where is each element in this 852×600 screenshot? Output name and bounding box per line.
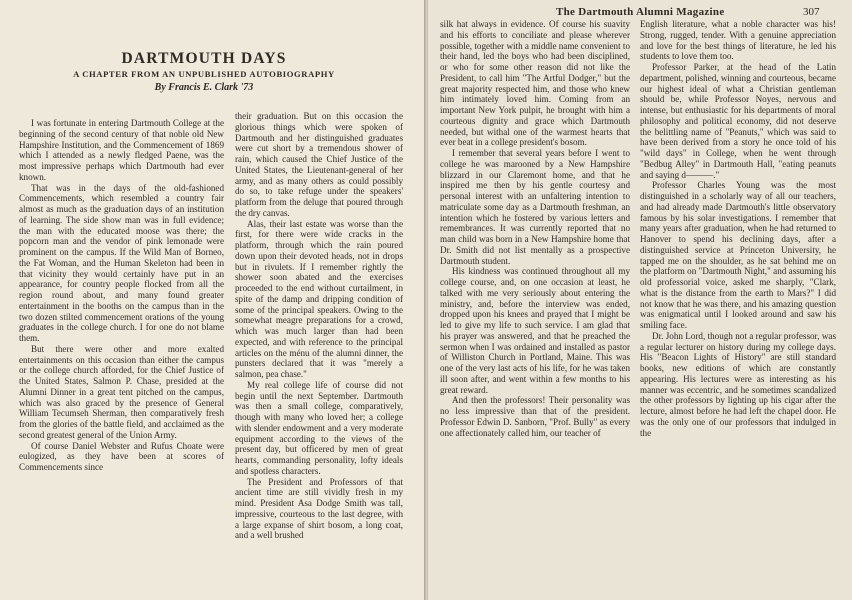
paragraph: I was fortunate in entering Dartmouth College at the beginning of the second century of that noble old New Hampshire Institution, and the Commencement of 1869 which I attended as a newly fledged Paene, was the most impressive perhaps which Dartmouth had ever known. [19, 118, 224, 182]
article-byline: By Francis E. Clark '73 [154, 82, 254, 93]
paragraph: My real college life of course did not begin until the next September. Dartmouth was then a small college, comparatively, though with many who loved her; a college with slender endowment and a very moderate equipment according to the views of the present day, but officered by men of great hearts, commanding personality, lofty ideals and spotless characters. [235, 379, 403, 476]
paragraph: But there were other and more exalted entertainments on this occasion than either the campus or the college church afforded, for the Chief Justice of the United States, Salmon P. Chase, presided at the Alumni Dinner in a great tent pitched on the campus, which was also graced by the presence of General William Tecumseh Sherman, then comparatively fresh from the glories of the battle field, and acclaimed as the second greatest general of the Union Army. [19, 343, 224, 440]
running-header: The Dartmouth Alumni Magazine [556, 6, 725, 18]
paragraph: Dr. John Lord, though not a regular professor, was a regular lecturer on history during my college days. His "Beacon Lights of History" are still standard books, new editions of which are constantly appearing. His lectures were as interesting as his manner was eccentric, and he sometimes scandalized the other professors by lighting up his cigar after the lecture, almost before he had left the chapel door. He was the only one of our professors that indulged in the [640, 330, 836, 438]
paragraph: I remember that several years before I went to college he was marooned by a New Hampshire blizzard in our Claremont home, and that he inspired me then by his gentle courtesy and personal interest with an unfaltering intention to matriculate some day as a Dartmouth freshman, an intention which he fostered by various letters and remembrances. It was currently reported that no man child was born in a New Hampshire home that Dr. Smith did not list mentally as a prospective Dartmouth student. [440, 148, 630, 266]
paragraph: The President and Professors of that ancient time are still vividly fresh in my mind. President Asa Dodge Smith was tall, impressive, courteous to the last degree, with a large expanse of shirt bosom, a long coat, and a well brushed [235, 476, 403, 541]
paragraph: Professor Charles Young was the most distinguished in a scholarly way of all our teachers, and had already made Dartmouth's little observatory famous by his solar investigations. I remember that many years after graduation, when he had returned to Hanover to spend his declining days, after a distinguished service at Princeton University, he tapped me on the shoulder, as he sat behind me on the platform on "Dartmouth Night," and assuming his old professorial voice, asked me sharply, "Clark, what is the distance from the earth to Mars?" I did not know that he was there, and his amazing question was enigmatical until I looked around and saw his smiling face. [640, 180, 836, 330]
paragraph: Of course Daniel Webster and Rufus Choate were eulogized, as they have been at scores of Commencements since [19, 440, 224, 472]
paragraph: their graduation. But on this occasion the glorious things which were spoken of Dartmouth and her distinguished graduates were cut short by a tremendous shower of rain, which caused the Chief Justice of the United States, the Lieutenant-general of her army, and as many others as could possibly do so, to take refuge under the speakers' platform from the deluge that poured through the dry canvas. [235, 111, 403, 218]
paragraph: Alas, their last estate was worse than the first, for there were wide cracks in the platform, through which the rain poured down upon their devoted heads, not in drops but in rivulets. If I remember rightly the shower soon abated and the exercises proceeded to the end without curtailment, in spite of the damp and dripping condition of some of the principal speakers. Owing to the somewhat meagre preparations for a crowd, which was much larger than had been expected, and with reference to the principal articles on the ménu of the alumni dinner, the punsters declared that it was "merely a salmon, pea chase." [235, 218, 403, 379]
column-2 [235, 111, 403, 600]
column-4 [640, 19, 836, 600]
article-subtitle: A CHAPTER FROM AN UNPUBLISHED AUTOBIOGRAPHY [73, 69, 335, 79]
article-title: DARTMOUTH DAYS [121, 50, 287, 67]
paragraph: And then the professors! Their personality was no less impressive than that of the president. Professor Edwin D. Sanborn, "Prof. Bully" as every one affectionately called him, our teacher of [440, 395, 630, 438]
left-page [0, 0, 424, 600]
column-3 [440, 19, 630, 600]
paragraph: silk hat always in evidence. Of course his suavity and his efforts to conciliate and please wherever possible, together with a middle name convenient to their hand, led the boys who had been disciplined, or who for some other reason did not like the President, to call him "The Artful Dodger," but the great majority respected him, and those who knew him intimately loved him. Coming from an important New York pulpit, he brought with him a courteous dignity and grace which Dartmouth needed, but withal one of the warmest hearts that ever beat in a college president's bosom. [440, 19, 630, 148]
paragraph: His kindness was continued throughout all my college course, and, on one occasion at least, he talked with me very seriously about entering the ministry, and, before the interview was ended, dropped upon his knees and prayed that I might be led to give my life to such service. I am glad that his prayer was answered, and that he preached the sermon when I was ordained and installed as pastor of Williston Church in Portland, Maine. This was one of the very last acts of his life, for he was taken ill soon after, and went within a few months to his great reward. [440, 266, 630, 395]
paragraph: Professor Parker, at the head of the Latin department, polished, winning and courteous, became our highest ideal of what a Christian gentleman should be, while Professor Noyes, nervous and intense, but enthusiastic for his departments of moral philosophy and political economy, did not deserve the belittling name of "Peanuts," which was said to have been derived from a story he once told of his "wild days" in College, when he went through "Bedbug Alley" in Dartmouth Hall, "eating peanuts and saying d———." [640, 62, 836, 180]
paragraph: English literature, what a noble character was his! Strong, rugged, tender. With a genuine appreciation and love for the best things of literature, he led his students to love them too. [640, 19, 836, 62]
right-page [428, 0, 852, 600]
column-1 [19, 118, 224, 600]
page-number: 307 [803, 6, 820, 18]
paragraph: That was in the days of the old-fashioned Commencements, which resembled a country fair almost as much as the graduation days of an institution of learning. The side show man was in full evidence; the man with the educated moose was there; the popcorn man and the vendor of pink lemonade were prominent on the campus. If the Wild Man of Borneo, the Fat Woman, and the Human Skeleton had been in that vicinity they would certainly have put in an appearance, for country people flocked from all the region round about, and many found greater entertainment in the booths on the campus than in the two dozen stilted commencement orations of the young graduates in the college church. I for one do not blame them. [19, 182, 224, 343]
